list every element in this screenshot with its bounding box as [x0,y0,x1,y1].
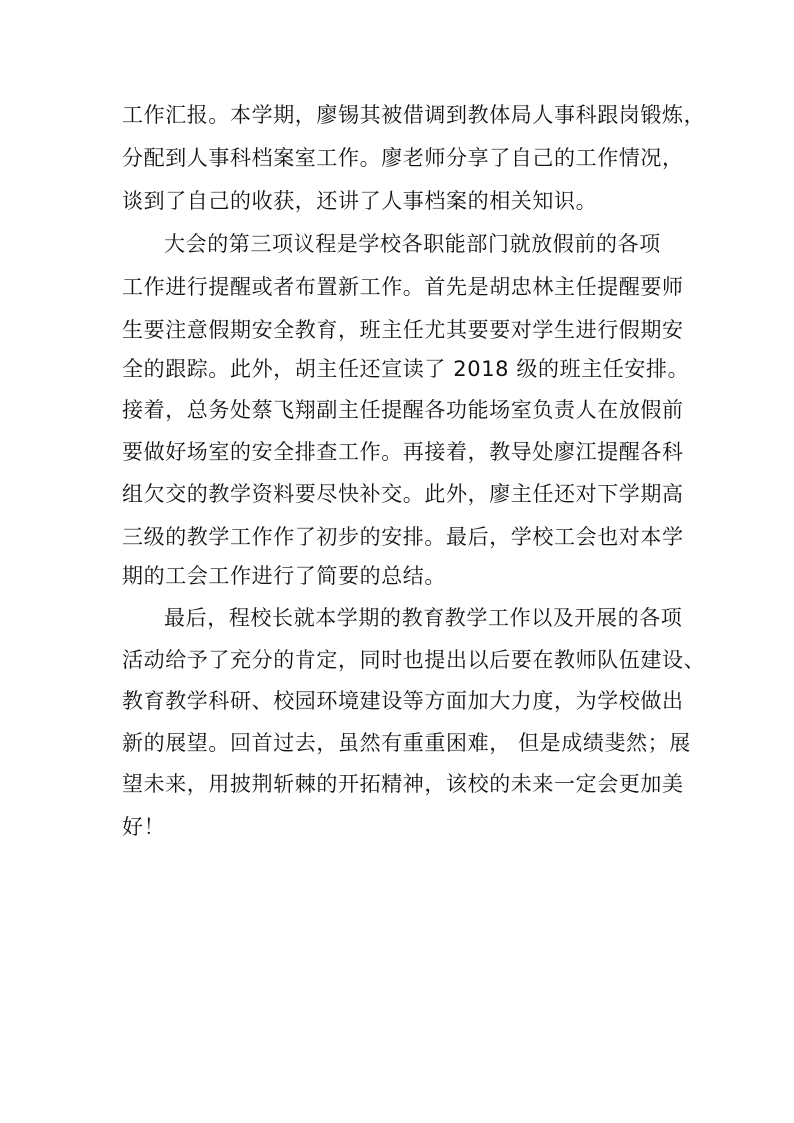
paragraph-1-line-3: 谈到了自己的收获，还讲了人事档案的相关知识。 [122,189,598,213]
paragraph-3-line-6: 好！ [122,815,166,839]
paragraph-1-line-1: 工作汇报。本学期，廖锡其被借调到教体局人事科跟岗锻炼， [122,103,706,127]
paragraph-2-line-4: 全的跟踪。此外，胡主任还宣读了 2018 级的班主任安排。 [122,357,690,381]
paragraph-3-line-5: 望未来，用披荆斩棘的开拓精神，该校的未来一定会更加美 [122,772,684,796]
paragraph-2-line-7: 组欠交的教学资料要尽快补交。此外，廖主任还对下学期高 [122,482,684,506]
paragraph-2-line-9: 期的工会工作进行了简要的总结。 [122,564,446,588]
paragraph-3-line-1: 最后，程校长就本学期的教育教学工作以及开展的各项 [164,606,683,630]
paragraph-3-line-3: 教育教学科研、校园环境建设等方面加大力度，为学校做出 [122,689,684,713]
paragraph-1-line-2: 分配到人事科档案室工作。廖老师分享了自己的工作情况， [122,146,684,170]
paragraph-3-line-2: 活动给予了充分的肯定，同时也提出以后要在教师队伍建设、 [122,648,706,672]
paragraph-2-line-8: 三级的教学工作作了初步的安排。最后，学校工会也对本学 [122,525,684,549]
paragraph-2-line-6: 要做好场室的安全排查工作。再接着，教导处廖江提醒各科 [122,440,684,464]
paragraph-2-line-3: 生要注意假期安全教育，班主任尤其要要对学生进行假期安 [122,318,684,342]
paragraph-2-line-1: 大会的第三项议程是学校各职能部门就放假前的各项 [164,232,661,256]
paragraph-2-line-2: 工作进行提醒或者布置新工作。首先是胡忠林主任提醒要师 [122,275,684,299]
paragraph-2-line-5: 接着，总务处蔡飞翔副主任提醒各功能场室负责人在放假前 [122,398,684,422]
paragraph-3-line-4: 新的展望。回首过去，虽然有重重困难， 但是成绩斐然；展 [122,731,691,755]
